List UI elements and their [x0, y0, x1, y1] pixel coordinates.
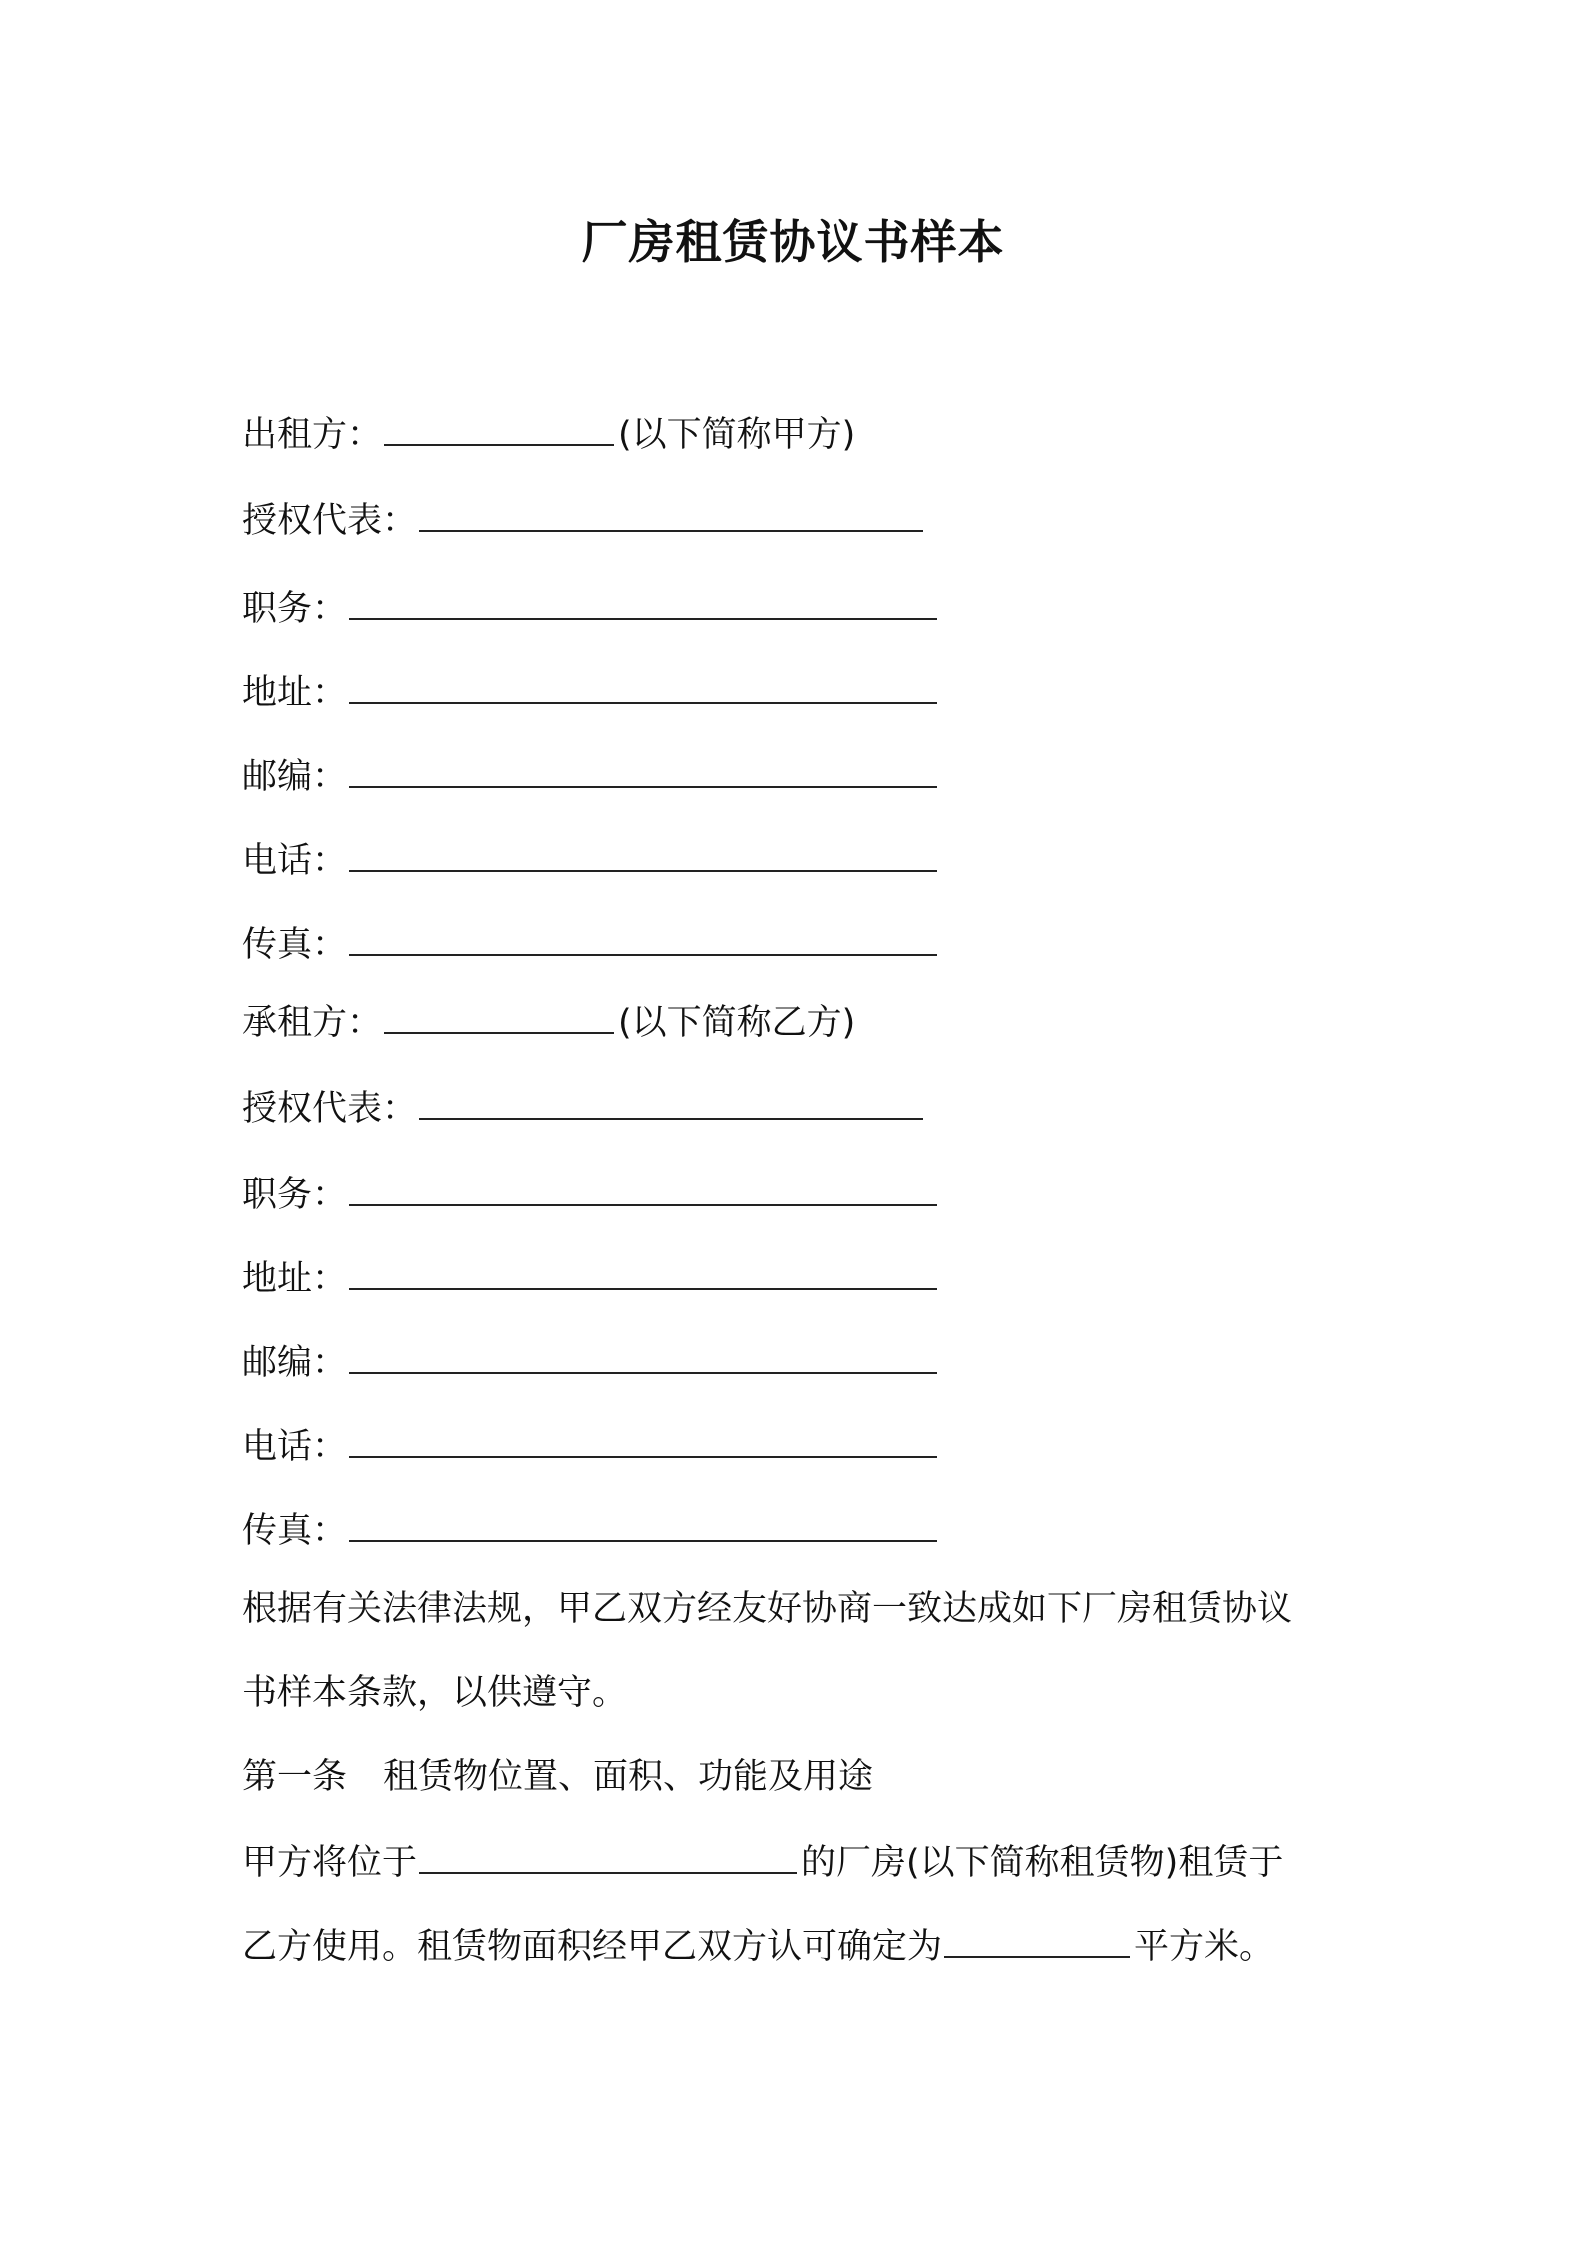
lessee-position-blank[interactable]	[349, 1168, 937, 1206]
lessee-party-suffix: (以下简称乙方)	[618, 1003, 856, 1043]
article-1-line1-suffix: 的厂房(以下简称租赁物)租赁于	[801, 1843, 1284, 1883]
article-1-line1-prefix: 甲方将位于	[242, 1843, 418, 1883]
lessor-postcode-line	[242, 750, 941, 802]
lessee-rep-blank[interactable]	[419, 1082, 923, 1120]
article-1-line2-prefix: 乙方使用。租赁物面积经甲乙双方认可确定为	[242, 1927, 943, 1967]
preamble-text-1: 根据有关法律法规，甲乙双方经友好协商一致达成如下厂房租赁协议	[242, 1589, 1293, 1629]
lessor-phone-label: 电话：	[242, 841, 348, 881]
property-location-blank[interactable]	[419, 1836, 797, 1874]
preamble-line-1	[242, 1584, 1292, 1634]
lessee-address-line	[242, 1252, 941, 1304]
article-1-line-1	[242, 1836, 1283, 1888]
lessor-name-blank[interactable]	[384, 408, 614, 446]
lessor-party-suffix: (以下简称甲方)	[618, 415, 856, 455]
lessor-party-line	[242, 408, 855, 460]
lessor-rep-line	[242, 494, 927, 546]
lessee-name-blank[interactable]	[384, 996, 614, 1034]
lessee-fax-blank[interactable]	[349, 1504, 937, 1542]
lessor-position-blank[interactable]	[349, 582, 937, 620]
lessee-fax-label: 传真：	[242, 1511, 348, 1551]
lessor-address-blank[interactable]	[349, 666, 937, 704]
lessee-phone-label: 电话：	[242, 1427, 348, 1467]
lessor-position-label: 职务：	[242, 589, 348, 629]
lessor-fax-label: 传真：	[242, 925, 348, 965]
lessee-position-line	[242, 1168, 941, 1220]
lessor-address-line	[242, 666, 941, 718]
lessee-fax-line	[242, 1504, 941, 1556]
article-1-number: 第一条	[242, 1757, 348, 1797]
lessee-phone-blank[interactable]	[349, 1420, 937, 1458]
property-area-blank[interactable]	[944, 1920, 1130, 1958]
lessee-party-label: 承租方：	[242, 1003, 383, 1043]
lessee-rep-line	[242, 1082, 927, 1134]
lessee-address-blank[interactable]	[349, 1252, 937, 1290]
article-1-line-2	[242, 1920, 1274, 1972]
lessee-phone-line	[242, 1420, 941, 1472]
lessor-party-label: 出租方：	[242, 415, 383, 455]
lessor-phone-blank[interactable]	[349, 834, 937, 872]
lessor-position-line	[242, 582, 941, 634]
lessor-phone-line	[242, 834, 941, 886]
lessor-postcode-label: 邮编：	[242, 757, 348, 797]
lessor-postcode-blank[interactable]	[349, 750, 937, 788]
article-1-line2-suffix: 平方米。	[1134, 1927, 1275, 1967]
lessee-rep-label: 授权代表：	[242, 1089, 418, 1129]
preamble-text-2: 书样本条款，以供遵守。	[242, 1673, 628, 1713]
lessor-fax-blank[interactable]	[349, 918, 937, 956]
article-1-heading: 租赁物位置、面积、功能及用途	[383, 1757, 874, 1797]
document-title: 厂房租赁协议书样本	[581, 215, 1005, 269]
lessor-address-label: 地址：	[242, 673, 348, 713]
lessee-postcode-label: 邮编：	[242, 1343, 348, 1383]
lessee-position-label: 职务：	[242, 1175, 348, 1215]
lessee-address-label: 地址：	[242, 1259, 348, 1299]
preamble-line-2	[242, 1668, 627, 1718]
lessor-fax-line	[242, 918, 941, 970]
lessee-party-line	[242, 996, 855, 1048]
lessee-postcode-blank[interactable]	[349, 1336, 937, 1374]
lessor-rep-blank[interactable]	[419, 494, 923, 532]
article-1-heading-line	[242, 1752, 873, 1802]
lessor-rep-label: 授权代表：	[242, 501, 418, 541]
lessee-postcode-line	[242, 1336, 941, 1388]
